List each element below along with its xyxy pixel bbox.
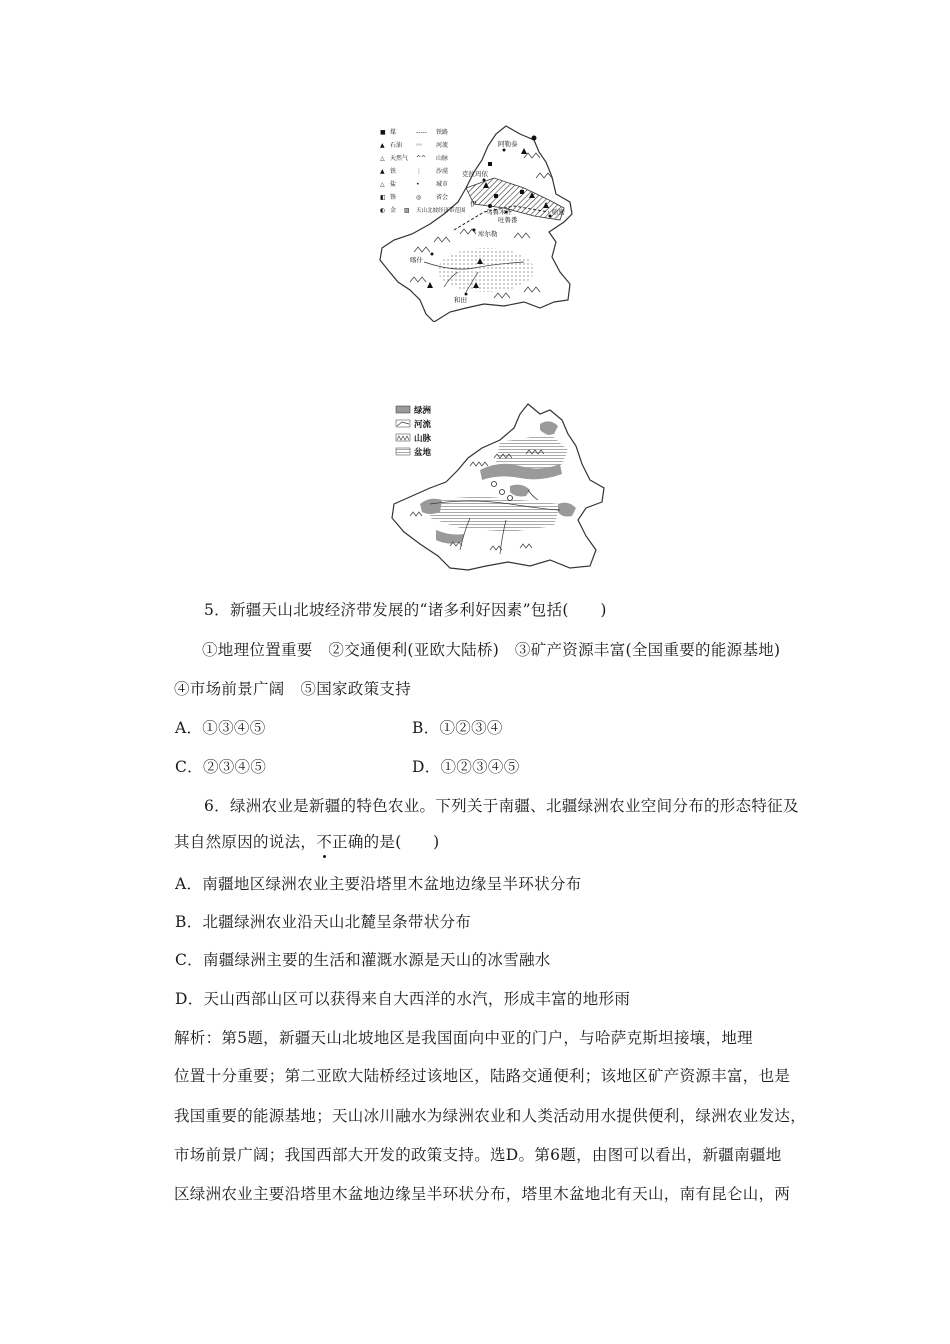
svg-text:铁路: 铁路 [436, 129, 449, 136]
analysis-line: 位置十分重要；第二亚欧大陆桥经过该地区，陆路交通便利；该地区矿产资源丰富，也是 [174, 1067, 791, 1085]
q6-option-b[interactable]: B．北疆绿洲农业沿天山北麓呈条带状分布 [175, 913, 472, 931]
svg-text:绿洲: 绿洲 [414, 406, 432, 416]
place-label: 和田 [454, 296, 467, 304]
analysis-line: 区绿洲农业主要沿塔里木盆地边缘呈半环状分布，塔里木盆地北有天山，南有昆仑山，两 [174, 1185, 791, 1203]
svg-text:沙漠: 沙漠 [436, 168, 449, 175]
q6-stem-text: 其自然原因的说法， [174, 833, 317, 851]
place-label: 库尔勒 [478, 230, 498, 238]
q6-option-c[interactable]: C．南疆绿洲主要的生活和灌溉水源是天山的冰雪融水 [175, 951, 551, 969]
svg-text:▲: ▲ [380, 168, 385, 175]
place-label: 克拉玛依 [462, 170, 488, 178]
svg-text:〰: 〰 [416, 142, 423, 149]
q5-items-line1: ①地理位置重要 ②交通便利(亚欧大陆桥) ③矿产资源丰富(全国重要的能源基地) [202, 641, 781, 659]
svg-text:山脉: 山脉 [414, 434, 432, 444]
place-label: 伊 [470, 200, 477, 208]
map2-legend [396, 405, 432, 458]
svg-text:河流: 河流 [414, 420, 432, 430]
xinjiang-resources-map [374, 122, 574, 322]
q6-stem-line2 [174, 832, 440, 852]
analysis-line: 市场前景广阔；我国西部大开发的政策支持。选D。第6题，由图可以看出，新疆南疆地 [174, 1146, 782, 1164]
svg-text:铁: 铁 [390, 168, 397, 175]
svg-text:◧: ◧ [380, 194, 386, 201]
xinjiang-outline [380, 126, 572, 322]
svg-text:城市: 城市 [436, 181, 449, 188]
svg-text:▨: ▨ [404, 207, 410, 214]
place-label: 喀什 [410, 256, 423, 264]
q6-stem-line1: 6．绿洲农业是新疆的特色农业。下列关于南疆、北疆绿洲农业空间分布的形态特征及 [204, 797, 799, 815]
q5-option-c[interactable]: C．②③④⑤ [175, 758, 267, 776]
q5-option-b[interactable]: B．①②③④ [412, 719, 503, 737]
svg-text:•: • [416, 181, 420, 188]
svg-text:天山北坡经济带范围: 天山北坡经济带范围 [416, 208, 466, 214]
svg-text:石油: 石油 [390, 142, 403, 149]
q6-option-a[interactable]: A．南疆地区绿洲农业主要沿塔里木盆地边缘呈半环状分布 [175, 875, 582, 893]
q5-stem: 5．新疆天山北坡经济带发展的“诸多利好因素”包括( ) [204, 601, 607, 619]
q6-stem-text: 正确的是( ) [332, 833, 440, 851]
place-label: 哈密 [552, 208, 565, 216]
place-label: 乌鲁木齐 [486, 208, 512, 216]
q5-option-d[interactable]: D．①②③④⑤ [412, 758, 520, 776]
svg-text:金: 金 [390, 207, 397, 214]
svg-text:省会: 省会 [436, 194, 449, 201]
svg-text:△: △ [380, 155, 385, 162]
map1-legend [380, 128, 466, 214]
svg-text:◎: ◎ [416, 194, 422, 201]
place-label: 阿勒泰 [498, 140, 518, 148]
svg-text:河流: 河流 [436, 142, 449, 149]
xinjiang-oasis-map [390, 400, 608, 575]
desert [438, 248, 534, 292]
svg-text:天然气: 天然气 [390, 155, 409, 162]
svg-text:盆地: 盆地 [414, 448, 432, 458]
svg-text:△: △ [380, 181, 385, 188]
svg-text:盐: 盐 [390, 181, 397, 188]
svg-text:⋮: ⋮ [416, 168, 422, 175]
svg-text:山脉: 山脉 [436, 155, 449, 162]
q5-items-line2: ④市场前景广阔 ⑤国家政策支持 [174, 680, 412, 698]
q6-option-d[interactable]: D．天山西部山区可以获得来自大西洋的水汽，形成丰富的地形雨 [175, 990, 631, 1008]
place-label: 吐鲁番 [498, 216, 518, 224]
q5-option-a[interactable]: A．①③④⑤ [175, 719, 266, 737]
svg-text:-----: ----- [416, 129, 427, 136]
svg-text:◐: ◐ [380, 207, 386, 214]
svg-text:■: ■ [380, 129, 386, 136]
svg-text:^^: ^^ [416, 155, 427, 162]
analysis-line: 我国重要的能源基地；天山冰川融水为绿洲农业和人类活动用水提供便利，绿洲农业发达， [174, 1107, 807, 1125]
q6-emphasis-not: 不 [316, 833, 333, 851]
svg-text:▲: ▲ [380, 142, 385, 149]
analysis-line: 解析：第5题，新疆天山北坡地区是我国面向中亚的门户，与哈萨克斯坦接壤，地理 [174, 1029, 753, 1047]
svg-text:煤: 煤 [390, 129, 397, 136]
svg-text:铬: 铬 [390, 194, 397, 201]
